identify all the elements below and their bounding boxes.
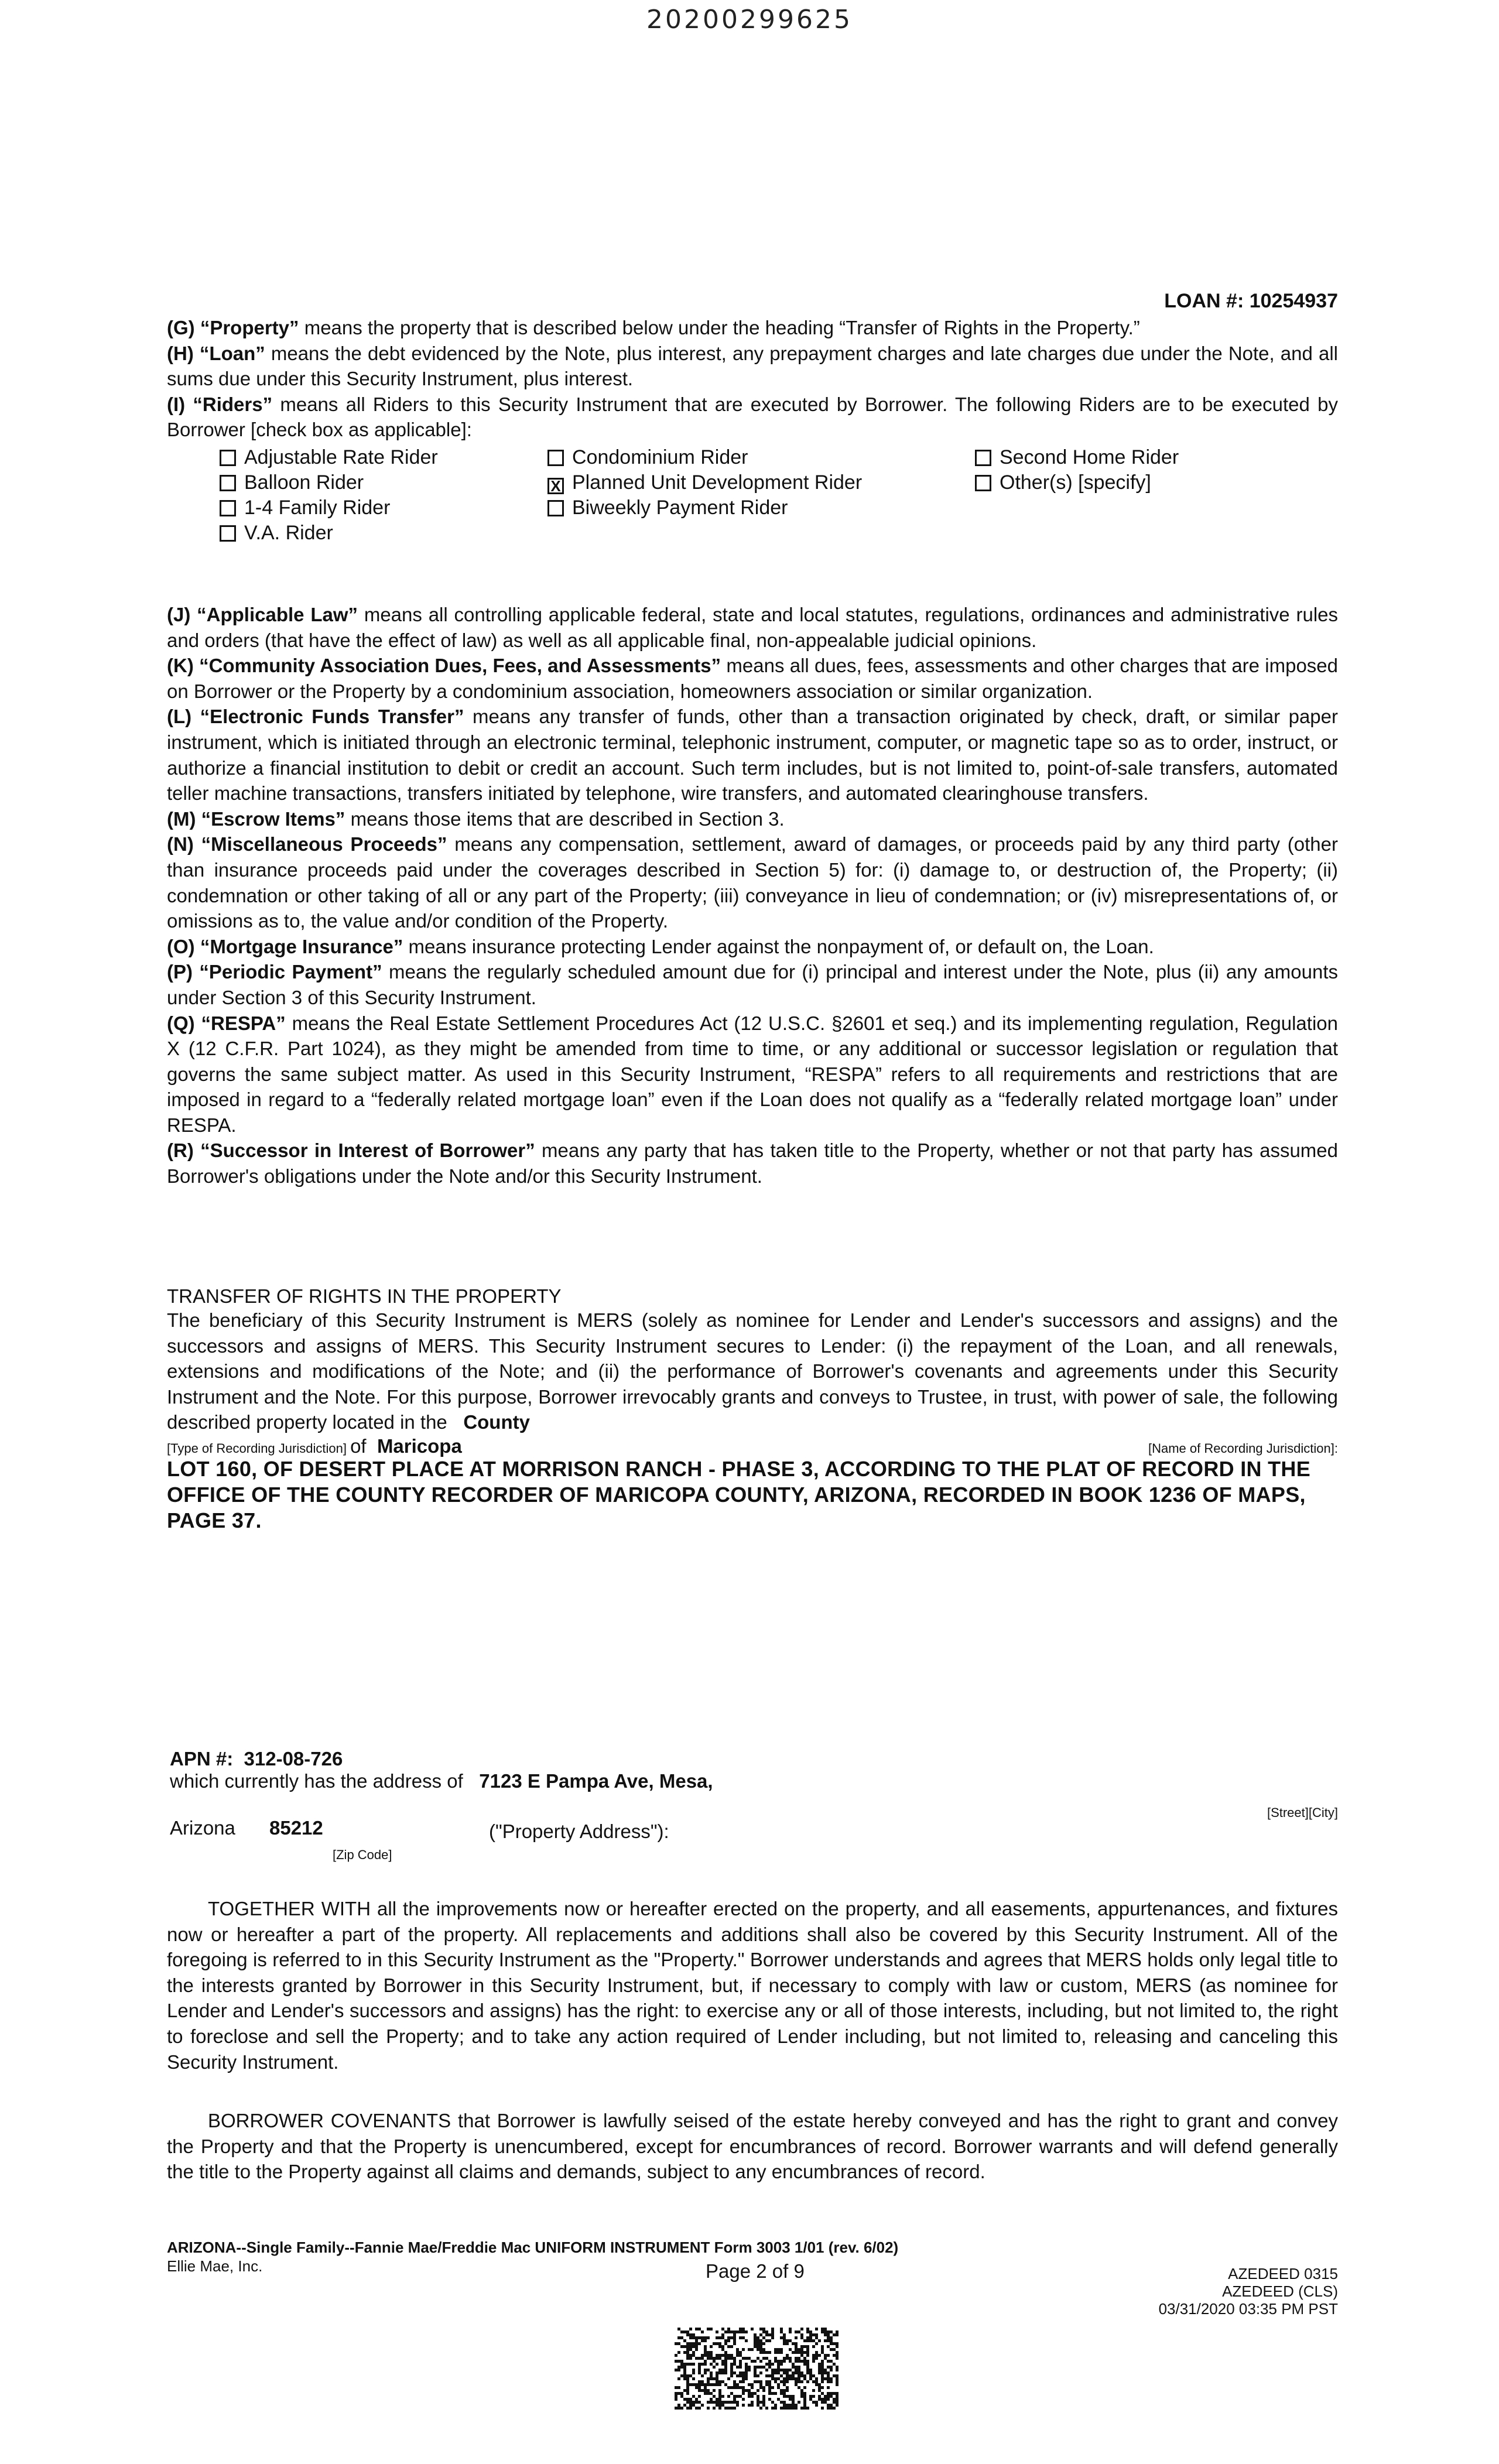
checkbox-icon[interactable] — [975, 475, 991, 491]
loan-number: 10254937 — [1249, 290, 1338, 312]
definition-g: (G) “Property” means the property that is described below under the heading “Transfer of Rights in the Property.” — [167, 317, 1140, 338]
address-line: which currently has the address of 7123 E Pampa Ave, Mesa, — [170, 1770, 713, 1792]
jurisdiction-name: Maricopa — [377, 1435, 462, 1457]
definition-l: (L) “Electronic Funds Transfer” means any transfer of funds, other than a transaction originated by check, draft, or similar paper instrument, which is initiated through an electronic terminal, telephonic instrument, computer, or magnetic tape so as to order, instruct, or authorize a financial institution to debit or credit an account. Such term includes, but is not limited to, point-of-sale transfers, automated teller machine transactions, transfers initiated by telephone, wire transfers, and automated clearinghouse transfers. — [167, 706, 1338, 805]
transfer-section — [167, 1285, 1338, 1534]
apn-line: APN #: 312-08-726 — [170, 1748, 343, 1770]
rider-second-home[interactable]: Second Home Rider — [975, 445, 1179, 470]
state: Arizona — [170, 1817, 235, 1839]
together-section — [167, 1896, 1338, 2075]
apn-number: 312-08-726 — [244, 1748, 343, 1770]
checkbox-icon[interactable] — [220, 500, 236, 516]
definition-o: (O) “Mortgage Insurance” means insurance protecting Lender against the nonpayment of, or default on, the Loan. — [167, 935, 1154, 957]
zip-code-label: [Zip Code] — [333, 1847, 392, 1862]
form-code-2: AZEDEED (CLS) — [1222, 2282, 1338, 2300]
checkbox-icon[interactable] — [547, 450, 564, 466]
recording-number: 20200299625 — [646, 5, 853, 35]
page-number: Page 2 of 9 — [706, 2260, 805, 2282]
transfer-heading: TRANSFER OF RIGHTS IN THE PROPERTY — [167, 1285, 562, 1307]
jurisdiction-name-label: [Name of Recording Jurisdiction]: — [1148, 1440, 1338, 1456]
company-name: Ellie Mae, Inc. — [167, 2257, 263, 2275]
covenants-section — [167, 2108, 1338, 2185]
rider-va[interactable]: V.A. Rider — [220, 521, 333, 546]
covenants-paragraph: BORROWER COVENANTS that Borrower is lawfully seised of the estate hereby conveyed and has the right to grant and convey the Property and that the Property is unencumbered, except for encumbrances of record. Borrower warrants and will defend generally the title to the Property against all claims and demands, subject to any encumbrances of record. — [167, 2110, 1338, 2183]
property-address-block — [170, 1748, 1338, 1862]
definition-q: (Q) “RESPA” means the Real Estate Settlement Procedures Act (12 U.S.C. §2601 et seq.) and its implementing regulation, Regulation X (12 C.F.R. Part 1024), as they might be amended from time to time, or any additional or successor legislation or regulation that governs the same subject matter. As used in this Security Instrument, “RESPA” refers to all requirements and restrictions that are imposed in regard to a “federally related mortgage loan” even if the Loan does not qualify as a “federally related mortgage loan” under RESPA. — [167, 1012, 1338, 1136]
barcode-icon — [675, 2328, 839, 2410]
definition-n: (N) “Miscellaneous Proceeds” means any compensation, settlement, award of damages, or proceeds paid by any third party (other than insurance proceeds paid under the coverages described in Section 5) for: (i) damage to, or destruction of, the Property; (ii) condemnation or other taking of all or any part of the Property; (iii) conveyance in lieu of condemnation; or (iv) misrepresentations of, or omissions as to, the value and/or condition of the Property. — [167, 833, 1339, 932]
zip-code: 85212 — [269, 1817, 323, 1839]
checkbox-icon[interactable] — [220, 475, 236, 491]
rider-planned-unit-development[interactable]: X Planned Unit Development Rider — [547, 470, 862, 495]
footer-left — [167, 2238, 1104, 2275]
definition-m: (M) “Escrow Items” means those items that are described in Section 3. — [167, 807, 785, 830]
footer-right — [1159, 2265, 1338, 2318]
rider-biweekly-payment[interactable]: Biweekly Payment Rider — [547, 495, 788, 521]
definitions-list — [167, 602, 1338, 1189]
transfer-text: The beneficiary of this Security Instrument is MERS (solely as nominee for Lender and Lender's successors and assigns) and the successors and assigns of MERS. This Security Instrument secures to Lender: (i) the repayment of the Loan, and all renewals, extensions and modifications of the Note; and (ii) the performance of Borrower's covenants and agreements under this Security Instrument and the Note. For this purpose, Borrower irrevocably grants and conveys to Trustee, in trust, with power of sale, the following described property located in the County — [167, 1309, 1338, 1433]
legal-description: LOT 160, OF DESERT PLACE AT MORRISON RANCH - PHASE 3, ACCORDING TO THE PLAT OF RECORD IN THE OFFICE OF THE COUNTY RECORDER OF MARICOPA COUNTY, ARIZONA, RECORDED IN BOOK 1236 OF MAPS, PAGE 37. — [167, 1456, 1311, 1532]
rider-balloon[interactable]: Balloon Rider — [220, 470, 364, 495]
rider-condominium[interactable]: Condominium Rider — [547, 445, 748, 470]
definition-j: (J) “Applicable Law” means all controlling applicable federal, state and local statutes, regulations, ordinances and administrative rules and orders (that have the effect of law) as well as all applicable final, non-appealable judicial opinions. — [167, 604, 1339, 651]
checkbox-icon[interactable] — [220, 525, 236, 542]
rider-1-4-family[interactable]: 1-4 Family Rider — [220, 495, 390, 521]
street-city-label: [Street][City] — [1267, 1805, 1338, 1820]
checkbox-icon[interactable] — [975, 450, 991, 466]
definition-h: (H) “Loan” means the debt evidenced by the Note, plus interest, any prepayment charges and late charges due under the Note, and all sums due under this Security Instrument, plus interest. — [167, 342, 1338, 390]
riders-checklist — [202, 445, 1256, 550]
property-address-label: ("Property Address"): — [489, 1820, 669, 1842]
definition-k: (K) “Community Association Dues, Fees, and Assessments” means all dues, fees, assessments and other charges that are imposed on Borrower or the Property by a condominium association, homeowners association or similar organization. — [167, 655, 1339, 702]
definitions-top — [167, 315, 1338, 443]
street-city: 7123 E Pampa Ave, Mesa, — [479, 1770, 713, 1792]
jurisdiction-of: of — [350, 1435, 367, 1457]
together-paragraph: TOGETHER WITH all the improvements now or hereafter erected on the property, and all easements, appurtenances, and fixtures now or hereafter a part of the property. All replacements and additions shall also be covered by this Security Instrument. All of the foregoing is referred to in this Security Instrument as the "Property." Borrower understands and agrees that MERS holds only legal title to the interests granted by Borrower in this Security Instrument, but, if necessary to comply with law or custom, MERS (as nominee for Lender and Lender's successors and assigns) has the right: to exercise any or all of those interests, including, but not limited to, the right to foreclose and sell the Property; and to take any action required of Lender including, but not limited to, releasing and canceling this Security Instrument. — [167, 1898, 1338, 2073]
form-code-1: AZEDEED 0315 — [1228, 2265, 1338, 2282]
rider-other[interactable]: Other(s) [specify] — [975, 470, 1151, 495]
checkbox-checked-icon[interactable]: X — [547, 478, 564, 494]
jurisdiction-type: County — [463, 1411, 530, 1433]
checkbox-icon[interactable] — [220, 450, 236, 466]
loan-number-line — [1164, 290, 1338, 313]
jurisdiction-type-label: [Type of Recording Jurisdiction] — [167, 1440, 347, 1456]
definition-r: (R) “Successor in Interest of Borrower” means any party that has taken title to the Property, whether or not that party has assumed Borrower's obligations under the Note and/or this Security Instrument. — [167, 1139, 1338, 1187]
timestamp: 03/31/2020 03:35 PM PST — [1158, 2300, 1338, 2318]
loan-label: LOAN #: — [1164, 290, 1244, 312]
form-title: ARIZONA--Single Family--Fannie Mae/Freddie Mac UNIFORM INSTRUMENT Form 3003 1/01 (rev. 6/02) — [167, 2239, 899, 2256]
definition-i: (I) “Riders” means all Riders to this Security Instrument that are executed by Borrower. The following Riders are to be executed by Borrower [check box as applicable]: — [167, 393, 1338, 441]
checkbox-icon[interactable] — [547, 500, 564, 516]
rider-adjustable-rate[interactable]: Adjustable Rate Rider — [220, 445, 438, 470]
definition-p: (P) “Periodic Payment” means the regularly scheduled amount due for (i) principal and interest under the Note, plus (ii) any amounts under Section 3 of this Security Instrument. — [167, 961, 1338, 1008]
jurisdiction-line — [167, 1435, 1338, 1456]
